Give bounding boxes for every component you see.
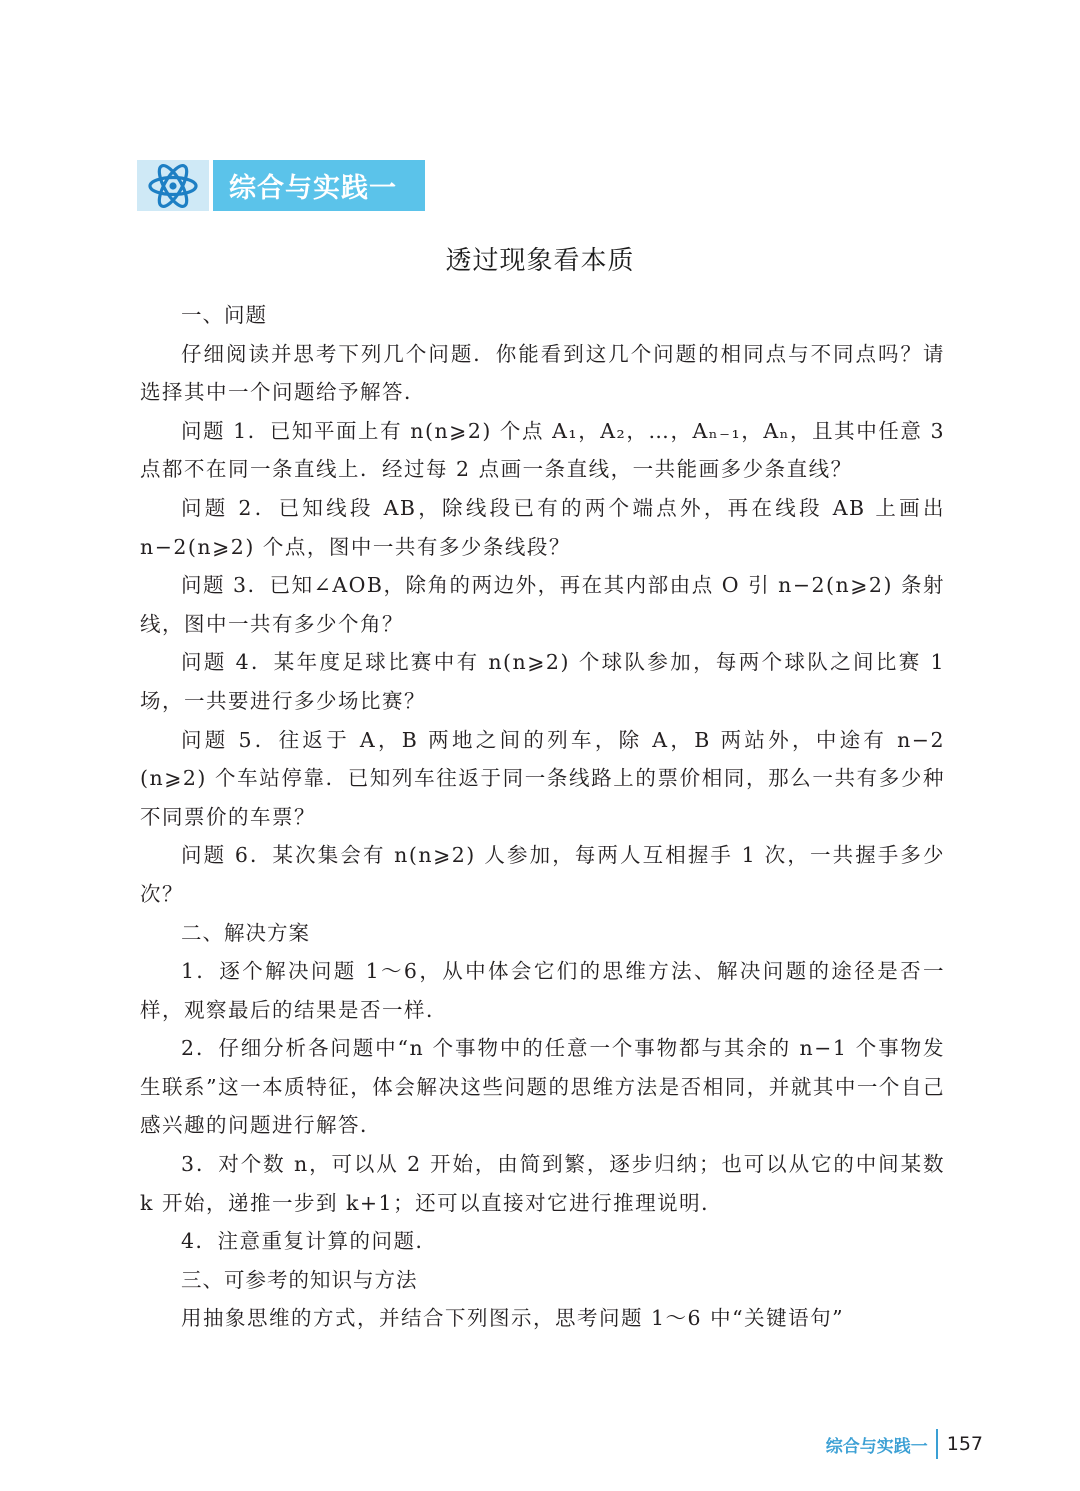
- solution-3: 3．对个数 n，可以从 2 开始，由简到繁，逐步归纳；也可以从它的中间某数 k 开始，递推一步到 k+1；还可以直接对它进行推理说明．: [140, 1152, 945, 1215]
- banner-icon-box: [137, 160, 209, 211]
- problem-5: 问题 5．往返于 A，B 两地之间的列车，除 A，B 两站外，中途有 n−2 (n⩾2) 个车站停靠．已知列车往返于同一条线路上的票价相同，那么一共有多少种不同票价的车票？: [140, 727, 945, 829]
- page-title: 透过现象看本质: [445, 246, 635, 276]
- atom-icon: [147, 163, 199, 209]
- problem-2: 问题 2．已知线段 AB，除线段已有的两个端点外，再在线段 AB 上画出 n−2(n⩾2) 个点，图中一共有多少条线段？: [140, 495, 945, 559]
- body-text: [140, 296, 945, 1338]
- heading-problems: 一、问题: [181, 303, 267, 327]
- banner-title: 综合与实践一: [213, 160, 425, 211]
- heading-methods: 三、可参考的知识与方法: [181, 1267, 418, 1292]
- methods-paragraph: 用抽象思维的方式，并结合下列图示，思考问题 1～6 中“关键语句”: [181, 1306, 845, 1331]
- solution-2: 2．仔细分析各问题中“n 个事物中的任意一个事物都与其余的 n−1 个事物发生联系”这一本质特征，体会解决这些问题的思维方法是否相同，并就其中一个自己感兴趣的问题进行解答．: [140, 1036, 945, 1138]
- footer-section-title: 综合与实践一: [825, 1436, 928, 1457]
- heading-solutions: 二、解决方案: [181, 920, 310, 945]
- page-footer: [826, 1428, 983, 1460]
- footer-divider: [936, 1429, 938, 1459]
- problem-3: 问题 3．已知∠AOB，除角的两边外，再在其内部由点 O 引 n−2(n⩾2) 条射线，图中一共有多少个角？: [140, 573, 945, 636]
- solution-1: 1．逐个解决问题 1～6，从中体会它们的思维方法、解决问题的途径是否一样，观察最后的结果是否一样．: [140, 959, 945, 1022]
- section-banner: [137, 160, 425, 211]
- problem-6: 问题 6．某次集会有 n(n⩾2) 人参加，每两人互相握手 1 次，一共握手多少次？: [140, 843, 945, 906]
- solution-4: 4．注意重复计算的问题．: [181, 1229, 438, 1254]
- problem-1: 问题 1．已知平面上有 n(n⩾2) 个点 A₁，A₂，…，Aₙ₋₁，Aₙ，且其中任意 3 点都不在同一条直线上．经过每 2 点画一条直线，一共能画多少条直线？: [140, 418, 945, 482]
- page-number: 157: [946, 1433, 983, 1455]
- intro-paragraph: 仔细阅读并思考下列几个问题．你能看到这几个问题的相同点与不同点吗？请选择其中一个问题给予解答．: [140, 341, 945, 405]
- problem-4: 问题 4．某年度足球比赛中有 n(n⩾2) 个球队参加，每两个球队之间比赛 1 场，一共要进行多少场比赛？: [140, 650, 945, 713]
